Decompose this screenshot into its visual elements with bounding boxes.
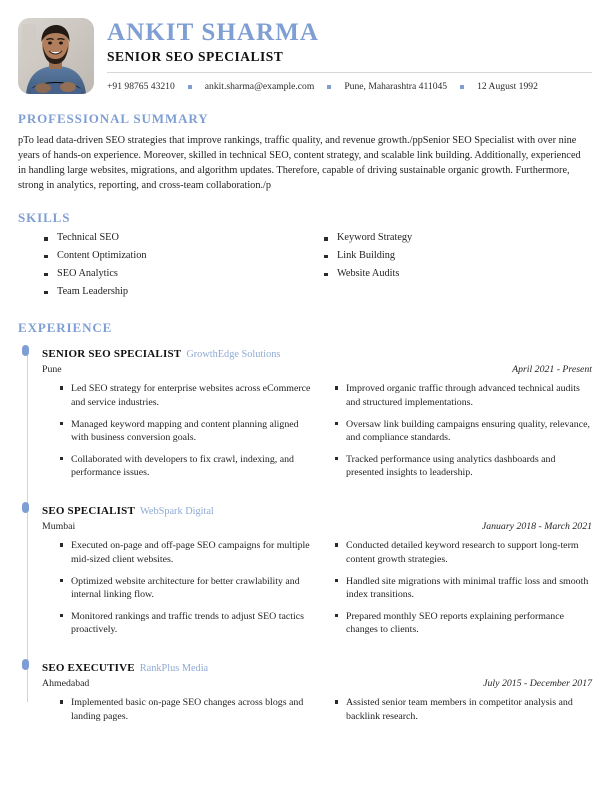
- bullets-column-left: [60, 539, 317, 645]
- experience-heading: [42, 657, 592, 677]
- contact-separator-icon: [188, 85, 192, 89]
- experience-bullet: Conducted detailed keyword research to support long-term content growth strategies.: [335, 539, 592, 574]
- contact-phone: +91 98765 43210: [107, 81, 175, 93]
- experience-item: [42, 343, 592, 488]
- section-skills: [18, 210, 592, 304]
- candidate-job-title: SENIOR SEO SPECIALIST: [107, 49, 284, 65]
- experience-meta: [42, 678, 592, 689]
- skill-item: Content Optimization: [44, 251, 312, 269]
- experience-meta: [42, 521, 592, 532]
- experience-dates: April 2021 - Present: [512, 364, 592, 376]
- experience-bullet: Led SEO strategy for enterprise websites across eCommerce and service industries.: [60, 382, 317, 417]
- skill-item: Technical SEO: [44, 233, 312, 251]
- bullets-column-right: [335, 696, 592, 731]
- skill-item: Keyword Strategy: [324, 233, 592, 251]
- experience-bullet: Tracked performance using analytics dashboards and presented insights to leadership.: [335, 453, 592, 488]
- timeline-line: [27, 351, 28, 701]
- section-title-summary: PROFESSIONAL SUMMARY: [18, 111, 209, 127]
- skills-grid: [18, 233, 592, 304]
- section-experience: [18, 320, 592, 731]
- experience-bullets: [42, 696, 592, 731]
- profile-photo-wrap: [18, 18, 94, 94]
- timeline-marker-icon: [22, 659, 29, 670]
- skills-column-right: [324, 233, 592, 304]
- section-professional-summary: [18, 111, 592, 194]
- skill-item: Website Audits: [324, 269, 592, 287]
- experience-company: WebSpark Digital: [139, 506, 214, 518]
- profile-photo: [18, 18, 94, 94]
- experience-bullet: Optimized website architecture for better crawlability and internal linking flow.: [60, 575, 317, 610]
- resume-header: [18, 18, 592, 95]
- timeline-marker-icon: [22, 502, 29, 513]
- experience-dates: July 2015 - December 2017: [483, 678, 592, 690]
- candidate-name: ANKIT SHARMA: [107, 19, 320, 46]
- contact-separator-icon: [327, 85, 331, 89]
- bullets-column-left: [60, 382, 317, 488]
- experience-bullet: Handled site migrations with minimal traffic loss and smooth index transitions.: [335, 575, 592, 610]
- experience-bullets: [42, 382, 592, 488]
- experience-bullet: Collaborated with developers to fix crawl, indexing, and performance issues.: [60, 453, 317, 488]
- experience-location: Pune: [42, 364, 62, 376]
- experience-bullet: Managed keyword mapping and content planning aligned with business conversion goals.: [60, 418, 317, 453]
- skill-item: Team Leadership: [44, 287, 312, 305]
- header-divider: [107, 72, 592, 73]
- experience-bullet: Oversaw link building campaigns ensuring quality, relevance, and compliance standards.: [335, 418, 592, 453]
- experience-role: SEO SPECIALIST: [42, 505, 135, 518]
- skill-item: Link Building: [324, 251, 592, 269]
- skills-column-left: [44, 233, 312, 304]
- section-title-skills: SKILLS: [18, 210, 71, 226]
- experience-bullet: Prepared monthly SEO reports explaining performance changes to clients.: [335, 610, 592, 645]
- header-text-block: [107, 18, 592, 95]
- experience-item: [42, 657, 592, 731]
- experience-company: GrowthEdge Solutions: [186, 349, 281, 361]
- experience-bullet: Assisted senior team members in competitor analysis and backlink research.: [335, 696, 592, 731]
- experience-heading: [42, 343, 592, 363]
- contact-location: Pune, Maharashtra 411045: [344, 81, 448, 93]
- experience-meta: [42, 364, 592, 375]
- contact-birthdate: 12 August 1992: [477, 81, 538, 93]
- experience-location: Mumbai: [42, 521, 76, 533]
- experience-role: SENIOR SEO SPECIALIST: [42, 348, 182, 361]
- experience-dates: January 2018 - March 2021: [481, 521, 592, 533]
- experience-bullet: Improved organic traffic through advanced technical audits and structured implementations.: [335, 382, 592, 417]
- experience-bullet: Monitored rankings and traffic trends to adjust SEO tactics proactively.: [60, 610, 317, 645]
- experience-list: [18, 343, 592, 731]
- contact-email: ankit.sharma@example.com: [204, 81, 315, 93]
- experience-heading: [42, 500, 592, 520]
- experience-location: Ahmedabad: [42, 678, 90, 690]
- contact-list: [107, 79, 592, 95]
- section-title-experience: EXPERIENCE: [18, 320, 113, 336]
- experience-bullets: [42, 539, 592, 645]
- skill-item: SEO Analytics: [44, 269, 312, 287]
- timeline-marker-icon: [22, 345, 29, 356]
- summary-text: pTo lead data-driven SEO strategies that improve rankings, traffic quality, and revenue growth./ppSenior SEO Specialist with over nine years of hands-on experience. Moreover, skilled in technical SEO, content strategy, and scalable link building. Additionally, experienced in handling large websites, migrations, and algorithm updates. Therefore, capable of driving sustainable organic growth. Furthermore, strong in analytics, reporting, and cross-team collaboration./p: [18, 135, 581, 192]
- experience-role: SEO EXECUTIVE: [42, 662, 135, 675]
- experience-item: [42, 500, 592, 645]
- bullets-column-right: [335, 382, 592, 488]
- bullets-column-right: [335, 539, 592, 645]
- bullets-column-left: [60, 696, 317, 731]
- experience-bullet: Implemented basic on-page SEO changes across blogs and landing pages.: [60, 696, 317, 731]
- experience-company: RankPlus Media: [139, 663, 209, 675]
- contact-separator-icon: [460, 85, 464, 89]
- experience-bullet: Executed on-page and off-page SEO campaigns for multiple mid-sized client websites.: [60, 539, 317, 574]
